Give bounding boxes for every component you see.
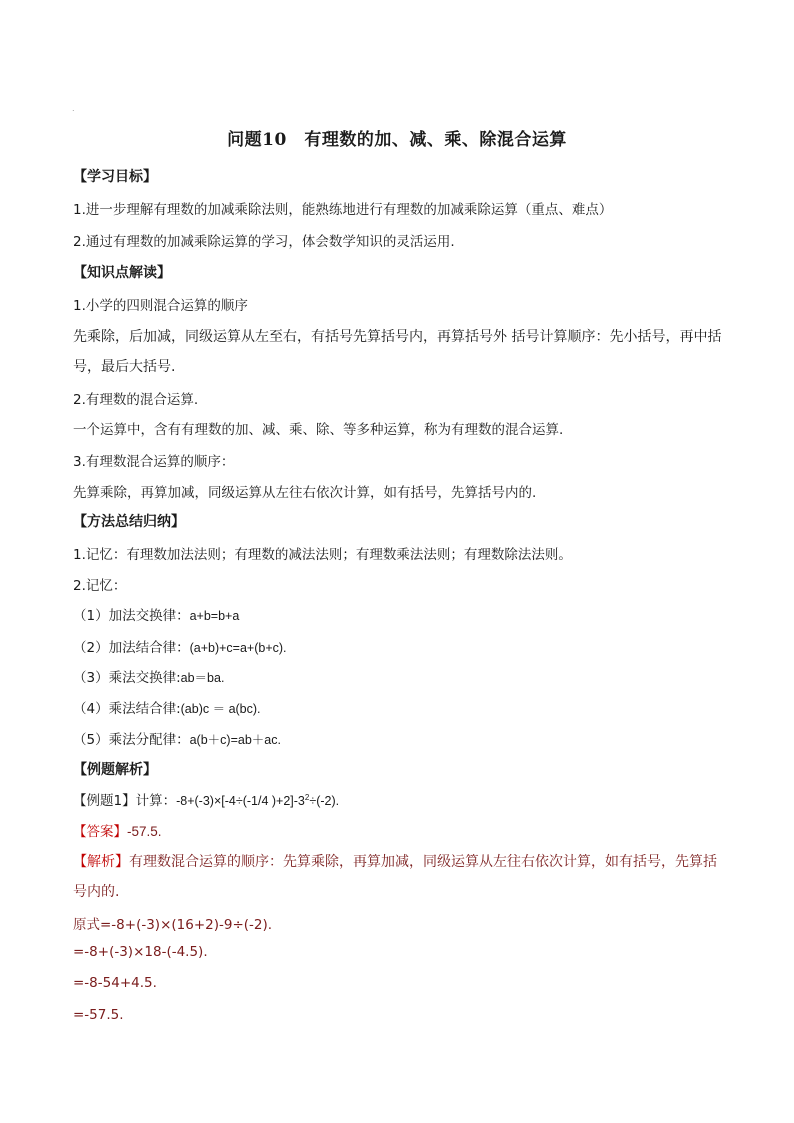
knowledge-2-body: 一个运算中，含有有理数的加、减、乘、除、等多种运算，称为有理数的混合运算.: [73, 422, 564, 438]
law-item: [73, 604, 239, 624]
section-methods: 【方法总结归纳】: [73, 514, 185, 530]
law-formula: (ab)c ＝ a(bc).: [180, 702, 261, 716]
example-1-analysis-line1: [73, 851, 717, 871]
top-mark: .: [72, 104, 75, 113]
expression-part: ÷(-2).: [309, 794, 340, 808]
expression-part: -8+(-3)×[-4÷(-1/4 )+2]-3: [176, 794, 305, 808]
solution-step: 原式=-8+(-3)×(16+2)-9÷(-2).: [73, 917, 273, 933]
knowledge-1-line1: 先乘除，后加减，同级运算从左至右，有括号先算括号内，再算括号外 括号计算顺序：先小括号，再中括: [73, 329, 722, 345]
example-1-expression: [176, 794, 339, 808]
law-label: （4）乘法结合律:: [73, 701, 181, 717]
section-knowledge: 【知识点解读】: [73, 265, 171, 281]
answer-value: -57.5.: [127, 824, 162, 839]
law-item: [73, 697, 261, 717]
section-objectives: 【学习目标】: [73, 169, 157, 185]
solution-step: =-57.5.: [73, 1007, 124, 1023]
law-formula: ab＝ba.: [180, 671, 225, 685]
knowledge-1-heading: 1.小学的四则混合运算的顺序: [73, 298, 248, 314]
method-1: 1.记忆：有理数加法法则；有理数的减法法则；有理数乘法法则；有理数除法法则。: [73, 547, 572, 563]
law-label: （5）乘法分配律：: [73, 732, 190, 748]
law-item: [73, 666, 224, 686]
law-item: [73, 636, 287, 656]
knowledge-1-line2: 号，最后大括号.: [73, 359, 176, 375]
method-2: 2.记忆：: [73, 578, 127, 594]
law-formula: a(b＋c)=ab＋ac.: [189, 733, 281, 747]
solution-step: =-8+(-3)×18-(-4.5).: [73, 944, 208, 960]
example-1-analysis-line2: 号内的.: [73, 884, 120, 900]
objective-2: 2.通过有理数的加减乘除运算的学习，体会数学知识的灵活运用.: [73, 234, 455, 250]
exponent: 2: [304, 792, 310, 802]
answer-tag: 【答案】: [73, 824, 127, 840]
law-item: [73, 728, 281, 748]
knowledge-3-heading: 3.有理数混合运算的顺序：: [73, 454, 235, 470]
law-formula: a+b=b+a: [189, 609, 240, 623]
example-1-answer: [73, 820, 162, 840]
example-1-label: 【例题1】计算：: [73, 793, 177, 809]
analysis-tag: 【解析】: [73, 854, 129, 870]
knowledge-2-heading: 2.有理数的混合运算.: [73, 392, 199, 408]
objective-1: 1.进一步理解有理数的加减乘除法则，能熟练地进行有理数的加减乘除运算（重点、难点）: [73, 202, 613, 218]
page-title: 问题10 有理数的加、减、乘、除混合运算: [227, 130, 567, 150]
law-label: （1）加法交换律：: [73, 608, 190, 624]
analysis-text: 有理数混合运算的顺序：先算乘除，再算加减，同级运算从左往右依次计算，如有括号，先算括: [129, 854, 717, 870]
law-label: （2）加法结合律：: [73, 640, 190, 656]
solution-step: =-8-54+4.5.: [73, 975, 157, 991]
law-label: （3）乘法交换律:: [73, 670, 181, 686]
law-formula: (a+b)+c=a+(b+c).: [189, 641, 287, 655]
example-1-problem: [73, 789, 339, 809]
section-examples: 【例题解析】: [73, 762, 157, 778]
knowledge-3-body: 先算乘除，再算加减，同级运算从左往右依次计算，如有括号，先算括号内的.: [73, 485, 537, 501]
